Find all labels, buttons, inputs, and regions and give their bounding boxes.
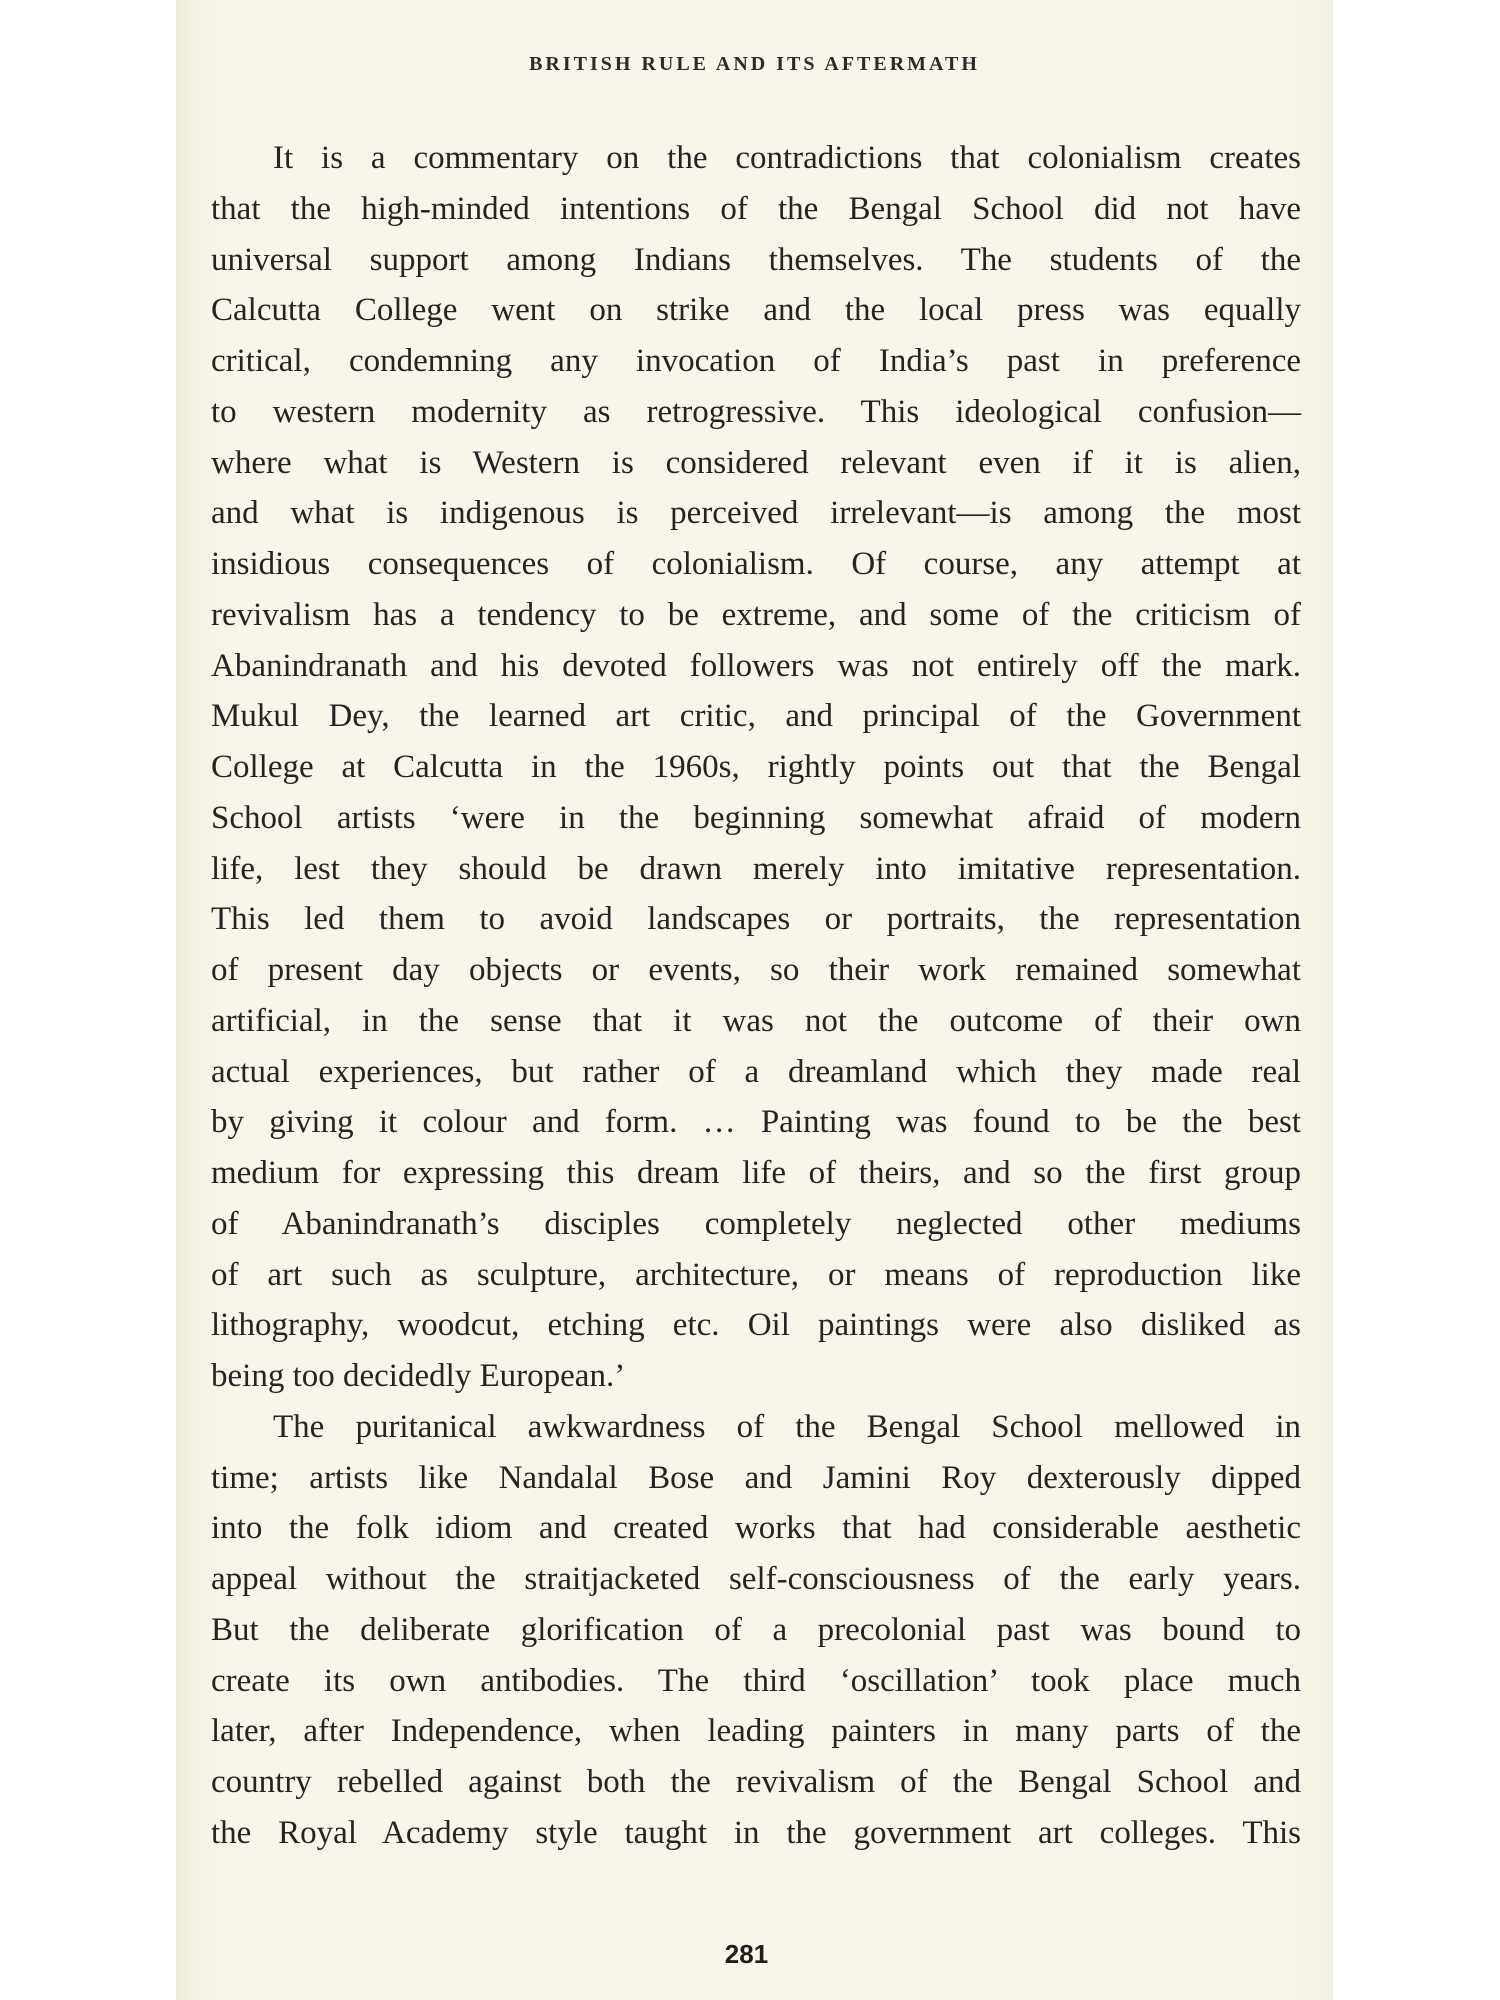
- text-line: by giving it colour and form. … Painting was found to be the best: [211, 1104, 1301, 1141]
- text-line: where what is Western is considered relevant even if it is alien,: [211, 444, 1301, 481]
- text-line: lithography, woodcut, etching etc. Oil paintings were also disliked as: [211, 1307, 1301, 1344]
- text-line: and what is indigenous is perceived irrelevant—is among the most: [211, 495, 1301, 532]
- text-line: medium for expressing this dream life of theirs, and so the first group: [211, 1155, 1301, 1191]
- running-head: BRITISH RULE AND ITS AFTERMATH: [529, 53, 980, 75]
- text-line: into the folk idiom and created works that had considerable aesthetic: [211, 1510, 1301, 1547]
- text-line: to western modernity as retrogressive. This ideological confusion—: [211, 393, 1301, 430]
- text-line: being too decidedly European.’: [211, 1358, 626, 1394]
- text-line: Mukul Dey, the learned art critic, and principal of the Government: [211, 698, 1301, 735]
- text-line: life, lest they should be drawn merely into imitative representation.: [211, 850, 1301, 887]
- text-line: revivalism has a tendency to be extreme, and some of the criticism of: [211, 596, 1301, 633]
- text-line: create its own antibodies. The third ‘oscillation’ took place much: [211, 1662, 1301, 1699]
- text-line: universal support among Indians themselves. The students of the: [211, 241, 1301, 278]
- text-line: of Abanindranath’s disciples completely neglected other mediums: [211, 1205, 1301, 1242]
- paragraph-1: [211, 133, 1301, 1402]
- text-line: later, after Independence, when leading painters in many parts of the: [211, 1713, 1301, 1750]
- text-line: the Royal Academy style taught in the government art colleges. This: [211, 1814, 1301, 1851]
- text-line: School artists ‘were in the beginning somewhat afraid of modern: [211, 799, 1301, 836]
- text-line: It is a commentary on the contradictions that colonialism creates: [273, 140, 1301, 176]
- text-line: Abanindranath and his devoted followers was not entirely off the mark.: [211, 647, 1301, 684]
- text-line: of present day objects or events, so their work remained somewhat: [211, 952, 1301, 988]
- page-number: 281: [724, 1939, 769, 1969]
- paragraph-2: [211, 1402, 1301, 1859]
- text-line: Calcutta College went on strike and the local press was equally: [211, 292, 1301, 329]
- text-line: artificial, in the sense that it was not the outcome of their own: [211, 1002, 1301, 1039]
- text-line: country rebelled against both the revivalism of the Bengal School and: [211, 1764, 1301, 1800]
- book-page: [176, 0, 1333, 2000]
- text-line: actual experiences, but rather of a dreamland which they made real: [211, 1053, 1301, 1090]
- text-line: of art such as sculpture, architecture, or means of reproduction like: [211, 1256, 1301, 1293]
- body-text: [211, 133, 1301, 1859]
- text-line: insidious consequences of colonialism. Of course, any attempt at: [211, 546, 1301, 582]
- text-line: College at Calcutta in the 1960s, rightly points out that the Bengal: [211, 749, 1301, 785]
- text-line: appeal without the straitjacketed self-consciousness of the early years.: [211, 1561, 1301, 1597]
- text-line: that the high-minded intentions of the Bengal School did not have: [211, 190, 1301, 227]
- text-line: time; artists like Nandalal Bose and Jamini Roy dexterously dipped: [211, 1459, 1301, 1496]
- text-line: The puritanical awkwardness of the Bengal School mellowed in: [273, 1408, 1301, 1445]
- text-line: This led them to avoid landscapes or portraits, the representation: [211, 901, 1301, 938]
- text-line: critical, condemning any invocation of India’s past in preference: [211, 343, 1301, 379]
- text-line: But the deliberate glorification of a precolonial past was bound to: [211, 1611, 1301, 1648]
